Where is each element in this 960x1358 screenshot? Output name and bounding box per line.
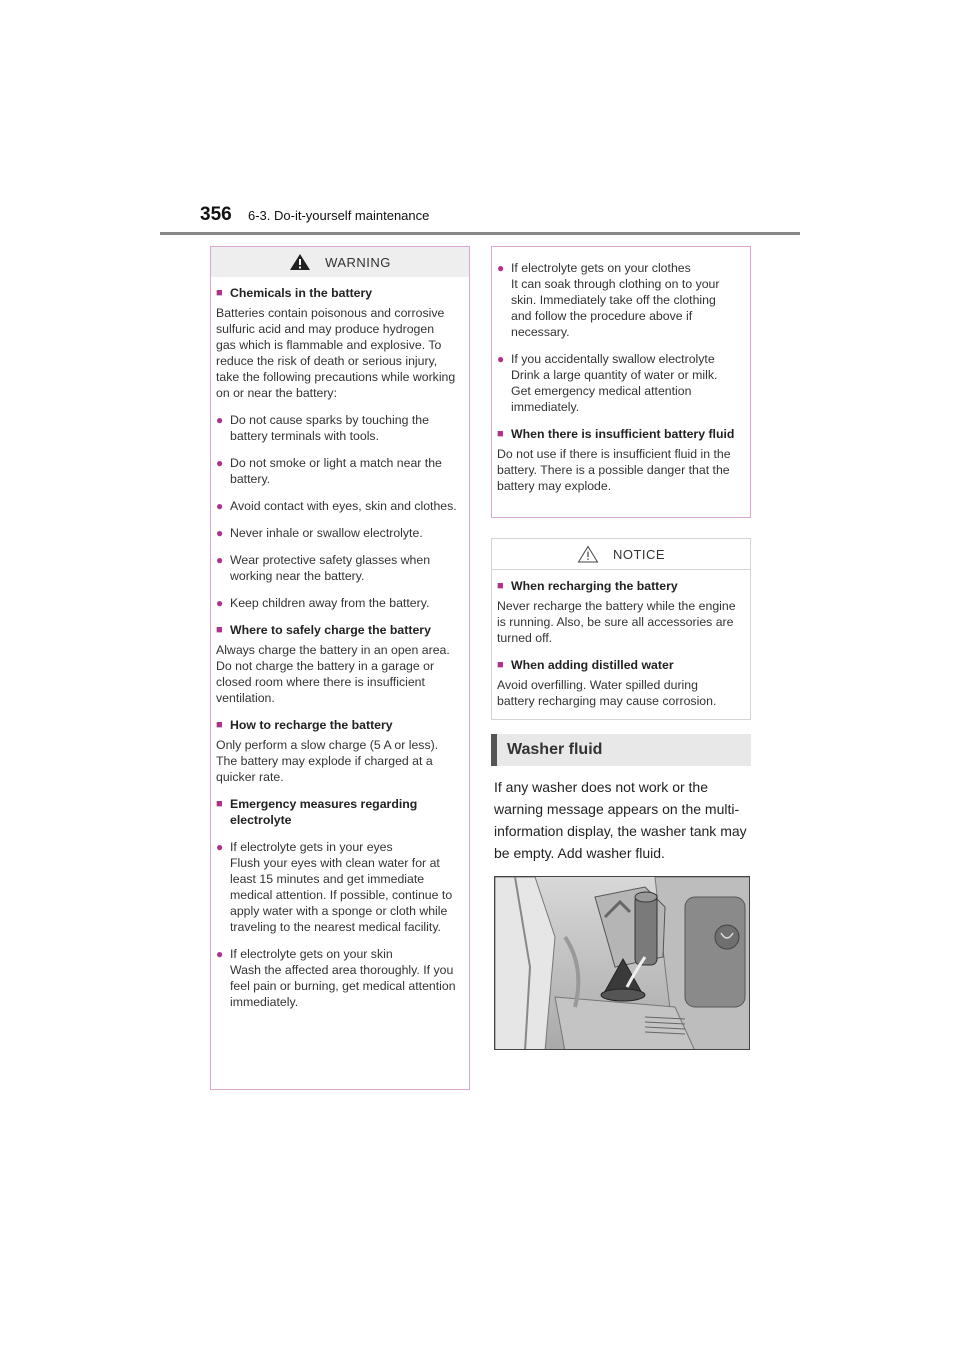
item-text: Never recharge the battery while the engine is running. Also, be sure all accessories are turned off.: [497, 599, 736, 645]
paragraph: [497, 598, 738, 646]
item-text: ● Never inhale or swallow electrolyte.: [230, 526, 423, 540]
warning-box-right: [491, 246, 751, 518]
item-text: ● If electrolyte gets in your eyes: [230, 840, 393, 854]
bullet-item: [216, 455, 457, 487]
item-text: ■ When recharging the battery: [511, 579, 678, 593]
washer-fluid-heading: Washer fluid: [491, 734, 751, 766]
warning-left-content: [211, 277, 469, 1010]
notice-content: [492, 570, 750, 709]
item-text: ● Keep children away from the battery.: [230, 596, 430, 610]
item-text: ■ Emergency measures regarding electrolyte: [230, 797, 418, 827]
warning-right-content: [492, 247, 750, 494]
item-text: Do not use if there is insufficient fluid in the battery. There is a possible danger that the battery may explode.: [497, 447, 731, 493]
warning-triangle-icon: [289, 253, 311, 271]
item-text: ■ When there is insufficient battery fluid: [511, 427, 735, 441]
header-rule: [160, 232, 800, 235]
section-title: 6-3. Do-it-yourself maintenance: [248, 208, 430, 223]
item-text: ■ Chemicals in the battery: [230, 286, 373, 300]
bullet-item: [216, 412, 457, 444]
item-detail: Drink a large quantity of water or milk. Get emergency medical attention immediately.: [511, 368, 718, 414]
warning-title: WARNING: [325, 254, 391, 270]
item-detail: Wash the affected area thoroughly. If you feel pain or burning, get medical attention immediately.: [230, 963, 456, 1009]
subheading: [216, 285, 457, 301]
item-text: ● If electrolyte gets on your clothes: [511, 261, 691, 275]
item-text: ■ Where to safely charge the battery: [230, 623, 431, 637]
bullet-item: [216, 552, 457, 584]
item-text: ● If electrolyte gets on your skin: [230, 947, 393, 961]
warning-box-left: [210, 246, 470, 1090]
item-text: Batteries contain poisonous and corrosive sulfuric acid and may produce hydrogen gas which is flammable and explosive. To reduce the risk of death or serious injury, take the following precautions while working on or near the battery:: [216, 306, 456, 400]
item-text: ■ When adding distilled water: [511, 658, 674, 672]
item-text: ● Wear protective safety glasses when working near the battery.: [230, 553, 431, 583]
item-text: ● Avoid contact with eyes, skin and clothes.: [230, 499, 457, 513]
engine-bay-drawing: [495, 877, 750, 1050]
notice-header: [492, 539, 750, 570]
subheading: [497, 657, 738, 673]
item-text: Avoid overfilling. Water spilled during battery recharging may cause corrosion.: [497, 678, 717, 708]
subheading: [216, 717, 457, 733]
notice-box: [491, 538, 751, 720]
item-text: ● Do not smoke or light a match near the battery.: [230, 456, 442, 486]
bullet-item: [216, 839, 457, 935]
subheading: [497, 426, 738, 442]
bullet-item: [216, 946, 457, 1010]
paragraph: [216, 305, 457, 401]
notice-title: NOTICE: [612, 546, 666, 562]
paragraph: [216, 642, 457, 706]
item-text: Only perform a slow charge (5 A or less). The battery may explode if charged at a quicker rate.: [216, 738, 439, 784]
subheading: [216, 622, 457, 638]
item-text: ● If you accidentally swallow electrolyte: [511, 352, 715, 366]
paragraph: [497, 446, 738, 494]
page-number: 356: [200, 204, 232, 225]
subheading: [497, 578, 738, 594]
bullet-item: [216, 498, 457, 514]
caution-triangle-icon: [577, 545, 599, 563]
bullet-item: [497, 260, 738, 340]
warning-header: [211, 247, 469, 277]
item-text: Always charge the battery in an open area. Do not charge the battery in a garage or closed room where there is insufficient ventilation.: [216, 643, 450, 705]
washer-fluid-text: If any washer does not work or the warning message appears on the multi-information display, the washer tank may be empty. Add washer fluid.: [494, 779, 747, 861]
bullet-item: [216, 525, 457, 541]
item-text: ● Do not cause sparks by touching the battery terminals with tools.: [230, 413, 429, 443]
item-text: ■ How to recharge the battery: [230, 718, 393, 732]
subheading: [216, 796, 457, 828]
item-detail: It can soak through clothing on to your skin. Immediately take off the clothing and follow the procedure above if necessary.: [511, 277, 720, 339]
bullet-item: [497, 351, 738, 415]
item-detail: Flush your eyes with clean water for at least 15 minutes and get immediate medical attention. If possible, continue to apply water with a sponge or cloth while traveling to the nearest medical facility.: [230, 856, 453, 934]
engine-bay-washer-fluid-illustration: [494, 876, 750, 1050]
paragraph: [497, 677, 738, 709]
bullet-item: [216, 595, 457, 611]
paragraph: [216, 737, 457, 785]
